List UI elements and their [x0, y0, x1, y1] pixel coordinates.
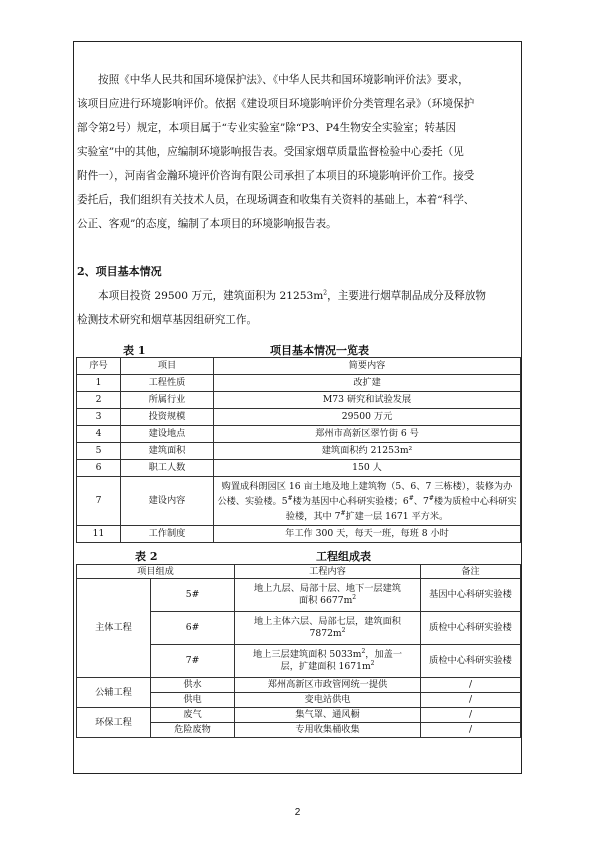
table-header-row: 项目组成 工程内容 备注 [77, 565, 521, 579]
table-row: 5 建筑面积 建筑面积约 21253m² [77, 443, 521, 460]
table1-title: 项目基本情况一览表 [270, 344, 369, 357]
table-row: 环保工程 废气 集气罩、通风橱 / [77, 708, 521, 723]
table-row: 供电 变电站供电 / [77, 693, 521, 708]
basic-info-table [76, 357, 521, 543]
table2-title: 工程组成表 [316, 550, 371, 563]
composition-table [76, 564, 521, 738]
table-row: 4 建设地点 郑州市高新区翠竹街 6 号 [77, 426, 521, 443]
table-row: 1 工程性质 改扩建 [77, 375, 521, 392]
intro-paragraph: 按照《中华人民共和国环境保护法》、《中华人民共和国环境影响评价法》要求， 该项目应进行环境影响评价。依据《建设项目环境影响评价分类管理名录》（环境保护 部令第2号）规定，本项目属于“专业实验室”除“P3、P4生物安全实验室；转基因 实验室”中的其他，应编制环境影响报告表。受国家烟草质量监督检验中心委托（见 附件一），河南省金瀚环境评价咨询有限公司承担了本项目的环境影响评价工作。接受 委托后，我们组织有关技术人员，在现场调查和收集有关资料的基础上，本着“科学、 公正、客观”的态度，编制了本项目的环境影响报告表。 [77, 74, 475, 230]
table-row: 主体工程 5# 地上九层、局部十层、地下一层建筑 面积 $6677m^2$ 基因中心科研实验楼 [77, 579, 521, 612]
basic-paragraph: 本项目投资 29500 万元，建筑面积为 $21253m^2$，主要进行烟草制品成分及释放物 检测技术研究和烟草基因组研究工作。 [77, 289, 487, 326]
table-row: 2 所属行业 M73 研究和试验发展 [77, 392, 521, 409]
table-row: 7# 地上三层建筑面积 $5033m^2$，加盖一 层，扩建面积 $1671m^2$ 质检中心科研实验楼 [77, 645, 521, 678]
table-row: 7 建设内容 购置成科朗园区 16 亩土地及地上建筑物（5、6、7 三栋楼），装修为办 公楼、实验楼。5#楼为基因中心科研实验楼；6#、7#楼为质检中心科研实 验楼，其中 7#扩建一层 1671 平方米。 [77, 477, 521, 526]
table-row: 11 工作制度 年工作 300 天，每天一班，每班 8 小时 [77, 526, 521, 543]
table-row: 3 投资规模 29500 万元 [77, 409, 521, 426]
table2-label: 表 2 [135, 550, 158, 563]
section-heading: 2、项目基本情况 [77, 265, 162, 278]
table-row: 6# 地上主体六层、局部七层，建筑面积 $7872m^2$ 质检中心科研实验楼 [77, 612, 521, 645]
table-row: 6 职工人数 150 人 [77, 460, 521, 477]
table-header-row: 序号 项目 简要内容 [77, 358, 521, 375]
page-number: 2 [294, 807, 301, 818]
table1-label: 表 1 [123, 344, 146, 357]
table-row: 公辅工程 供水 郑州高新区市政管网统一提供 / [77, 678, 521, 693]
table-row: 危险废物 专用收集桶收集 / [77, 723, 521, 738]
